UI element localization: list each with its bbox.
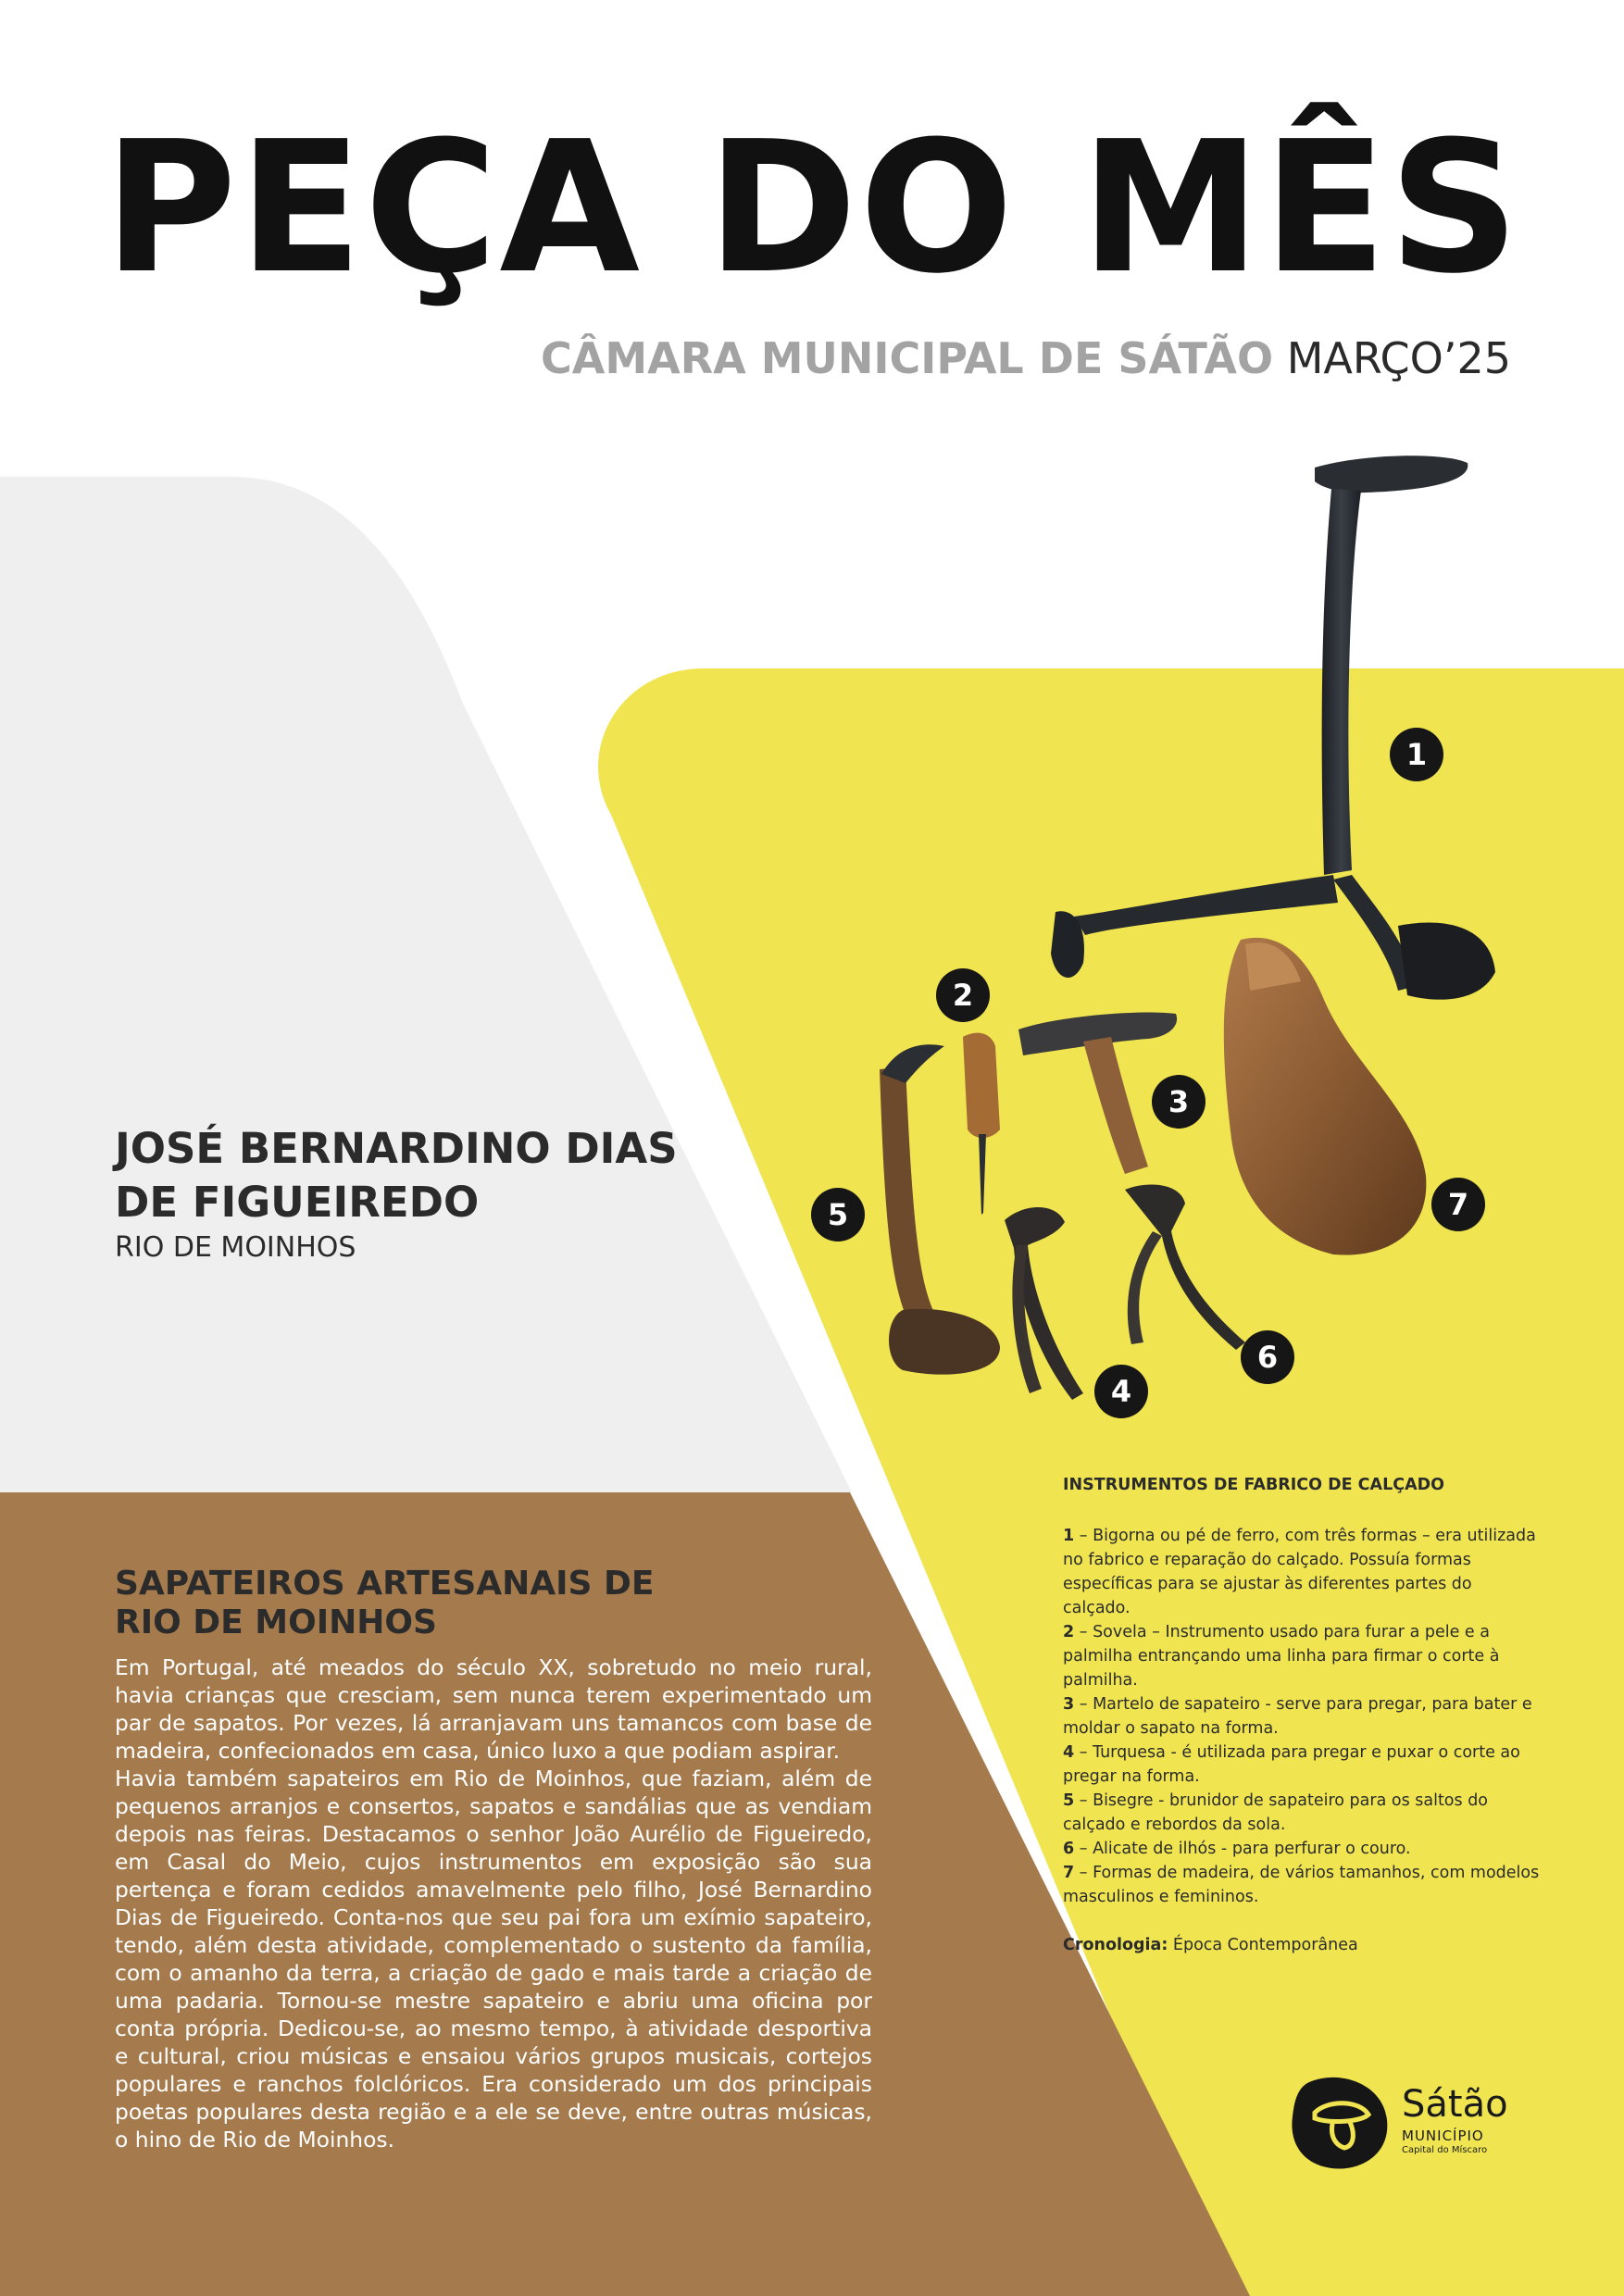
list-item — [1063, 1524, 1542, 1620]
item-text: – Sovela – Instrumento usado para furar a pele e a palmilha entrançando uma linha para firmar o corte à palmilha. — [1063, 1623, 1500, 1690]
person-block — [115, 1122, 689, 1267]
item-number: 7 — [1063, 1864, 1075, 1882]
instruments-caption — [1063, 1474, 1542, 1957]
pincers-tool — [1005, 1207, 1083, 1400]
article-block — [115, 1565, 872, 2153]
municipality-logo — [1287, 2072, 1537, 2174]
person-name: JOSÉ BERNARDINO DIAS DE FIGUEIREDO — [115, 1124, 678, 1227]
tool-number-5: 5 — [811, 1188, 865, 1242]
logo-name: Sátão — [1402, 2083, 1508, 2126]
article-body: Em Portugal, até meados do século XX, sobretudo no meio rural, havia crianças que cresciam, sem nunca terem experimentado um par de sapatos. Por vezes, lá arranjavam uns tamancos com base de madeira, confecionados em casa, único luxo a que podiam aspirar. Havia também sapateiros em Rio de Moinhos, que faziam, além de pequenos arranjos e consertos, sapatos e sandálias que as vendiam depois nas feiras. Destacamos o senhor João Aurélio de Figueiredo, em Casal do Meio, cujos instrumentos em exposição são sua pertença e foram cedidos amavelmente pelo filho, José Bernardino Dias de Figueiredo. Conta-nos que seu pai fora um exímio sapateiro, tendo, além desta atividade, complementado o sustento da família, com o amanho da terra, a criação de gado e mais tarde a criação de uma padaria. Tornou-se mestre sapateiro e abriu uma oficina por conta própria. Dedicou-se, ao mesmo tempo, à atividade desportiva e cultural, criou músicas e ensaiou vários grupos musicais, cortejos populares e ranchos folclóricos. Era considerado um dos principais poetas populares desta região e a ele se deve, entre outras músicas, o hino de Rio de Moinhos. — [115, 1654, 872, 2152]
mushroom-logo-icon — [1287, 2072, 1391, 2174]
item-text: – Martelo de sapateiro - serve para pregar, para bater e moldar o sapato na forma. — [1063, 1695, 1532, 1738]
item-number: 5 — [1063, 1791, 1075, 1810]
caption-title: INSTRUMENTOS DE FABRICO DE CALÇADO — [1063, 1476, 1445, 1494]
article-heading: SAPATEIROS ARTESANAIS DE RIO DE MOINHOS — [115, 1565, 655, 1641]
list-item — [1063, 1861, 1542, 1909]
tool-number-6: 6 — [1241, 1330, 1294, 1384]
tool-number-7: 7 — [1431, 1178, 1485, 1231]
list-item — [1063, 1692, 1542, 1741]
item-number: 4 — [1063, 1743, 1075, 1762]
item-number: 6 — [1063, 1840, 1075, 1858]
item-text: – Formas de madeira, de vários tamanhos, com modelos masculinos e femininos. — [1063, 1864, 1540, 1906]
item-number: 2 — [1063, 1623, 1075, 1641]
item-number: 3 — [1063, 1695, 1075, 1714]
list-item — [1063, 1837, 1542, 1861]
logo-tagline: Capital do Míscaro — [1402, 2145, 1488, 2155]
list-item — [1063, 1620, 1542, 1692]
list-item — [1063, 1741, 1542, 1789]
item-text: – Bisegre - brunidor de sapateiro para os saltos do calçado e rebordos da sola. — [1063, 1791, 1489, 1834]
page-title: PEÇA DO MÊS — [104, 103, 1521, 314]
tool-number-3: 3 — [1152, 1075, 1206, 1129]
person-place: RIO DE MOINHOS — [115, 1231, 356, 1264]
wooden-shoe-last — [1224, 938, 1427, 1255]
item-text: – Bigorna ou pé de ferro, com três formas – era utilizada no fabrico e reparação do calçado. Possuía formas específicas para se ajustar às diferentes partes do calçado. — [1063, 1527, 1536, 1617]
tool-number-2: 2 — [936, 968, 990, 1022]
tool-number-1: 1 — [1390, 728, 1443, 781]
item-text: – Alicate de ilhós - para perfurar o couro. — [1074, 1840, 1411, 1858]
eyelet-pliers-tool — [1125, 1185, 1245, 1350]
issue-date: MARÇO’25 — [1286, 333, 1511, 383]
item-text: – Turquesa - é utilizada para pregar e puxar o corte ao pregar na forma. — [1063, 1743, 1520, 1786]
item-number: 1 — [1063, 1527, 1075, 1545]
instruments-list — [1063, 1524, 1542, 1909]
chronology — [1063, 1933, 1542, 1957]
logo-subtitle: MUNICÍPIO — [1402, 2128, 1484, 2144]
organization-name: CÂMARA MUNICIPAL DE SÁTÃO — [540, 333, 1274, 383]
chronology-value: Época Contemporânea — [1168, 1936, 1358, 1954]
iron-last-tool — [1051, 455, 1495, 999]
tool-number-4: 4 — [1094, 1365, 1148, 1418]
awl-tool — [963, 1033, 1000, 1215]
chronology-label: Cronologia: — [1063, 1936, 1168, 1954]
list-item — [1063, 1789, 1542, 1837]
